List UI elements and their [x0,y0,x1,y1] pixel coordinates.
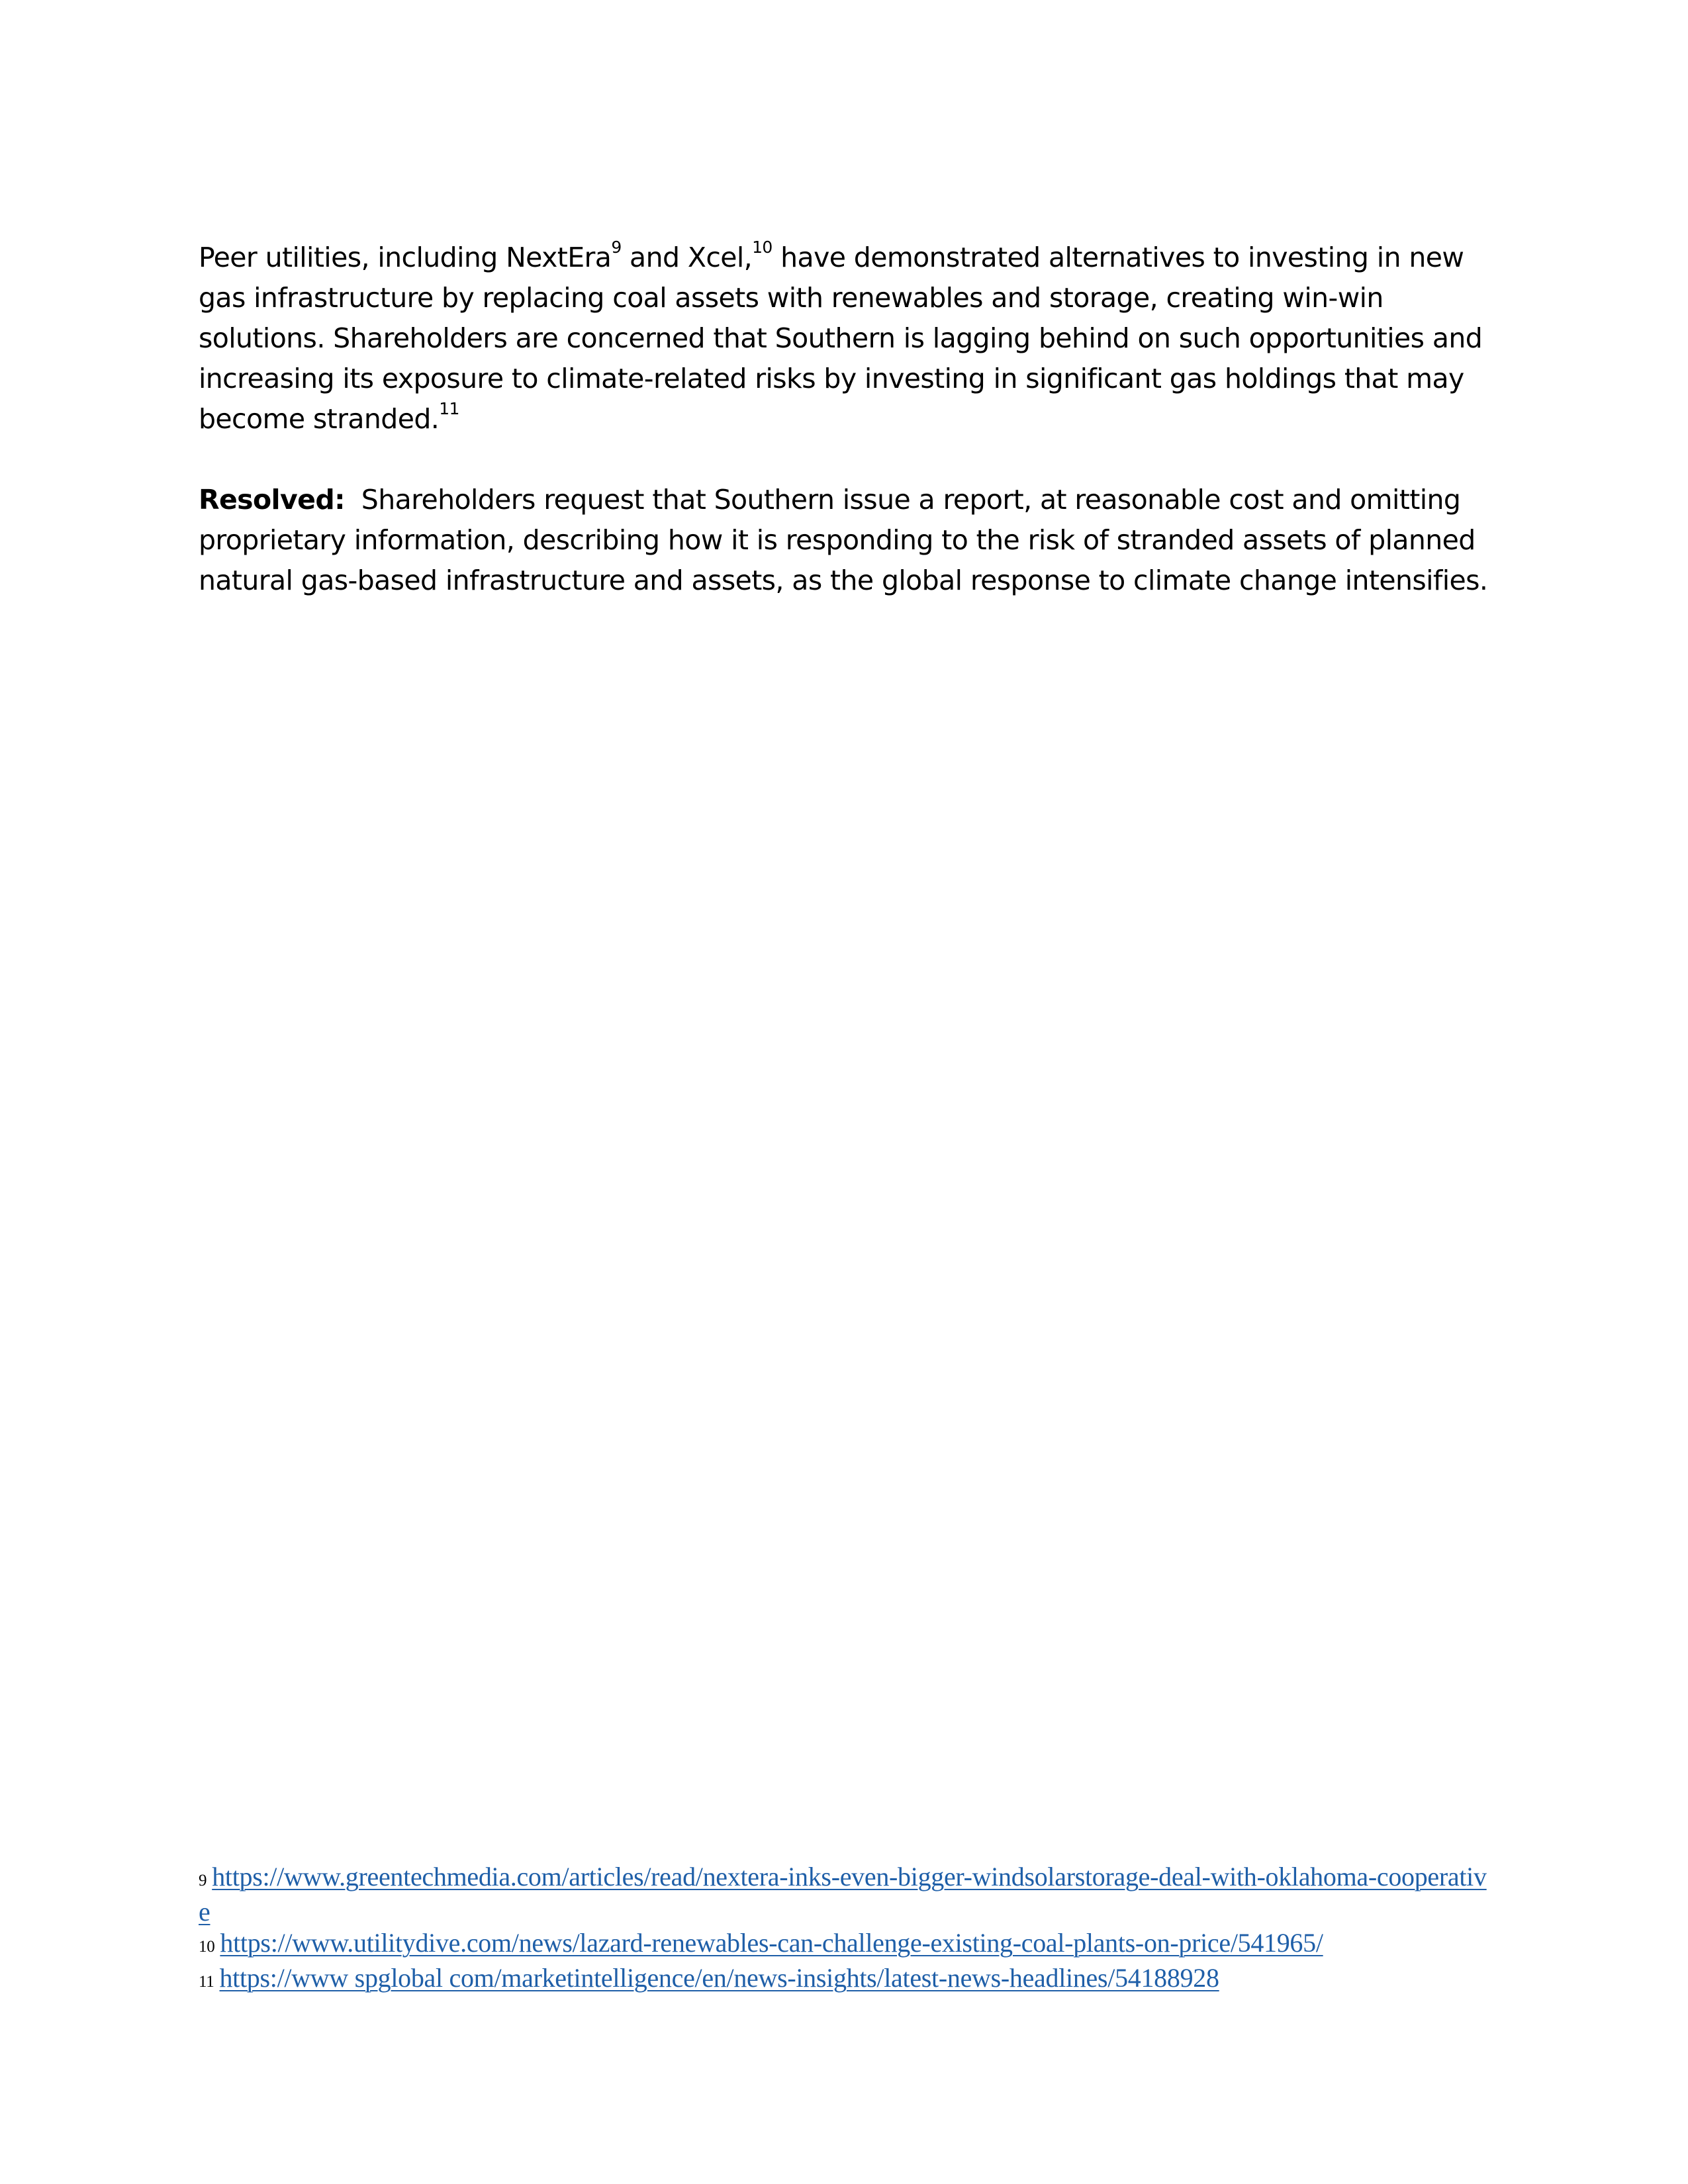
resolved-text: Shareholders request that Southern issue a report, at reasonable cost and omitting proprietary information, describing how it is responding to the risk of stranded assets of planned natural gas-based infrastructure and assets, as the global response to climate change intensifies. [199,484,1488,596]
footnote-link-10[interactable]: https://www.utilitydive.com/news/lazard-renewables-can-challenge-existing-coal-plants-on-price/541965/ [220,1928,1323,1958]
footnote-link-11[interactable]: https://www spglobal com/marketintelligence/en/news-insights/latest-news-headlines/54188928 [219,1963,1219,1993]
paragraph-text: have demonstrated alternatives to investing in new gas infrastructure by replacing coal assets with renewables and storage, creating win-win solutions. Shareholders are concerned that Southern is lagging behind on such opportunities and increasing its exposure to climate-related risks by investing in significant gas holdings that may become stranded. [199,242,1483,435]
footnote-10 [199,1927,1496,1962]
footnotes-section [199,1861,1496,1997]
footnote-ref-10[interactable]: 10 [752,238,773,257]
footnote-ref-9[interactable]: 9 [611,238,622,257]
footnote-11 [199,1962,1496,1997]
footnote-number: 9 [199,1872,207,1889]
footnote-9 [199,1861,1496,1927]
resolved-label: Resolved: [199,484,345,516]
peer-utilities-paragraph [199,238,1496,439]
resolved-paragraph [199,480,1496,601]
footnote-ref-11[interactable]: 11 [439,399,459,419]
footnote-link-9[interactable]: https://www.greentechmedia.com/articles/read/nextera-inks-even-bigger-windsolarstorage-deal-with-oklahoma-cooperative [199,1862,1487,1927]
paragraph-text: Peer utilities, including NextEra [199,242,612,273]
footnote-number: 11 [199,1973,214,1991]
paragraph-text: and Xcel, [621,242,753,273]
footnote-number: 10 [199,1938,215,1956]
